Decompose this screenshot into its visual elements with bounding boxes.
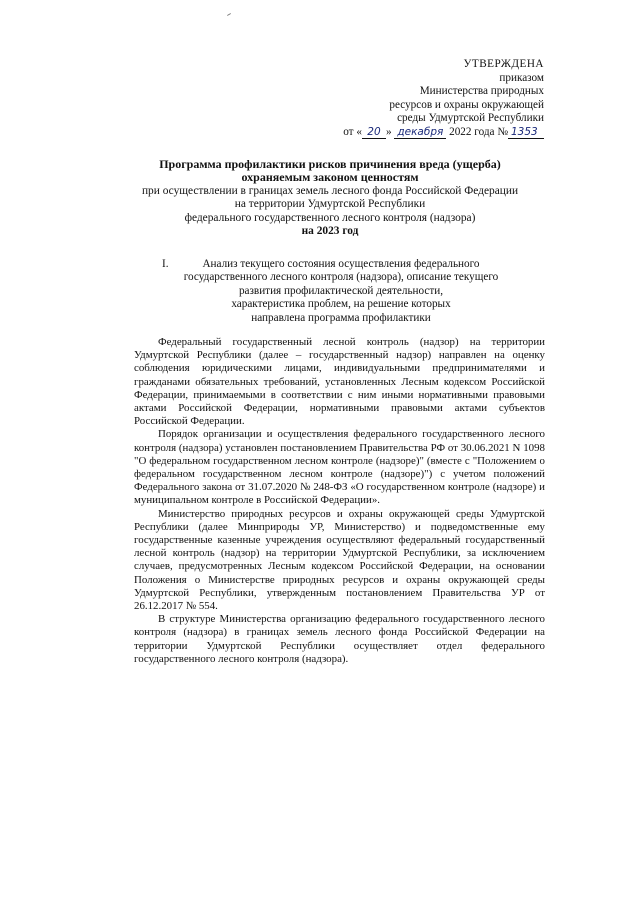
approval-line-2: Министерства природных xyxy=(419,85,544,98)
approval-line-3: ресурсов и охраны окружающей xyxy=(389,98,544,111)
approval-date-line xyxy=(284,126,544,140)
scan-speck xyxy=(227,13,231,16)
section-title xyxy=(162,258,520,325)
title-line-5: федерального государственного лесного контроля (надзора) xyxy=(184,211,476,224)
handwritten-order-number: 1353 xyxy=(508,127,544,139)
handwritten-month: декабря xyxy=(394,127,446,139)
paragraph-2: Порядок организации и осуществления федерального государственного лесного контроля (надзора) установлен постановлением Правительства РФ от 30.06.2021 N 1098 "О федеральном государственном лесном контроле (надзоре)" (вместе с "Положением о федеральном государственном лесном контроле (надзоре)") с учетом положений Федерального закона от 31.07.2020 № 248-ФЗ «О государственном контроле (надзоре) и муниципальном контроле в Российской Федерации». xyxy=(134,428,545,507)
approval-line-1: приказом xyxy=(499,71,544,84)
approval-block xyxy=(284,58,544,140)
section-line-4: характеристика проблем, на решение которых xyxy=(231,298,451,311)
document-title xyxy=(120,158,540,238)
section-number: I. xyxy=(162,258,169,270)
section-heading xyxy=(162,258,520,325)
document-body xyxy=(134,336,545,666)
section-line-1: Анализ текущего состояния осуществления федерального xyxy=(202,258,480,270)
title-line-3: при осуществлении в границах земель лесного фонда Российской Федерации xyxy=(141,184,519,197)
paragraph-1: Федеральный государственный лесной контроль (надзор) на территории Удмуртской Республики (далее – государственный надзор) направлен на оценку соблюдения юридическими лицами, индивидуальными предпринимателями и гражданами обязательных требований, установленных Лесным кодексом Российской Федерации, принимаемыми в соответствии с ним иными нормативными правовыми актами Российской Федерации, нормативными правовыми актами субъектов Российской Федерации. xyxy=(134,336,545,428)
title-line-6: на 2023 год xyxy=(301,225,359,238)
title-line-1: Программа профилактики рисков причинения вреда (ущерба) xyxy=(159,157,501,171)
title-line-4: на территории Удмуртской Республики xyxy=(234,198,426,211)
date-year-text: 2022 года № xyxy=(449,125,508,138)
approval-line-4: среды Удмуртской Республики xyxy=(397,112,544,125)
section-line-3: развития профилактической деятельности, xyxy=(238,284,444,297)
title-line-2: охраняемым законом ценностям xyxy=(241,170,419,185)
handwritten-day: 20 xyxy=(362,127,386,139)
paragraph-4: В структуре Министерства организацию федерального государственного лесного контроля (надзора) в границах земель лесного фонда Российской Федерации на территории Удмуртской Республики осуществляет отдел федерального государственного лесного контроля (надзора). xyxy=(134,613,545,665)
date-prefix: от « xyxy=(343,125,362,138)
section-line-5: направлена программа профилактики xyxy=(251,311,431,324)
approval-heading: УТВЕРЖДЕНА xyxy=(463,58,544,70)
date-quote-close: » xyxy=(385,125,392,138)
paragraph-3: Министерство природных ресурсов и охраны окружающей среды Удмуртской Республики (далее Минприроды УР, Министерство) и подведомственные ему государственные казенные учреждения осуществляют федеральный государственный лесной контроль (надзор) на территории Удмуртской Республики, за исключением случаев, предусмотренных Лесным кодексом Российской Федерации, на основании Положения о Министерстве природных ресурсов и охраны окружающей среды Удмуртской Республики, утвержденным постановлением Правительства УР от 26.12.2017 № 554. xyxy=(134,507,545,613)
section-line-2: государственного лесного контроля (надзора), описание текущего xyxy=(183,271,499,284)
